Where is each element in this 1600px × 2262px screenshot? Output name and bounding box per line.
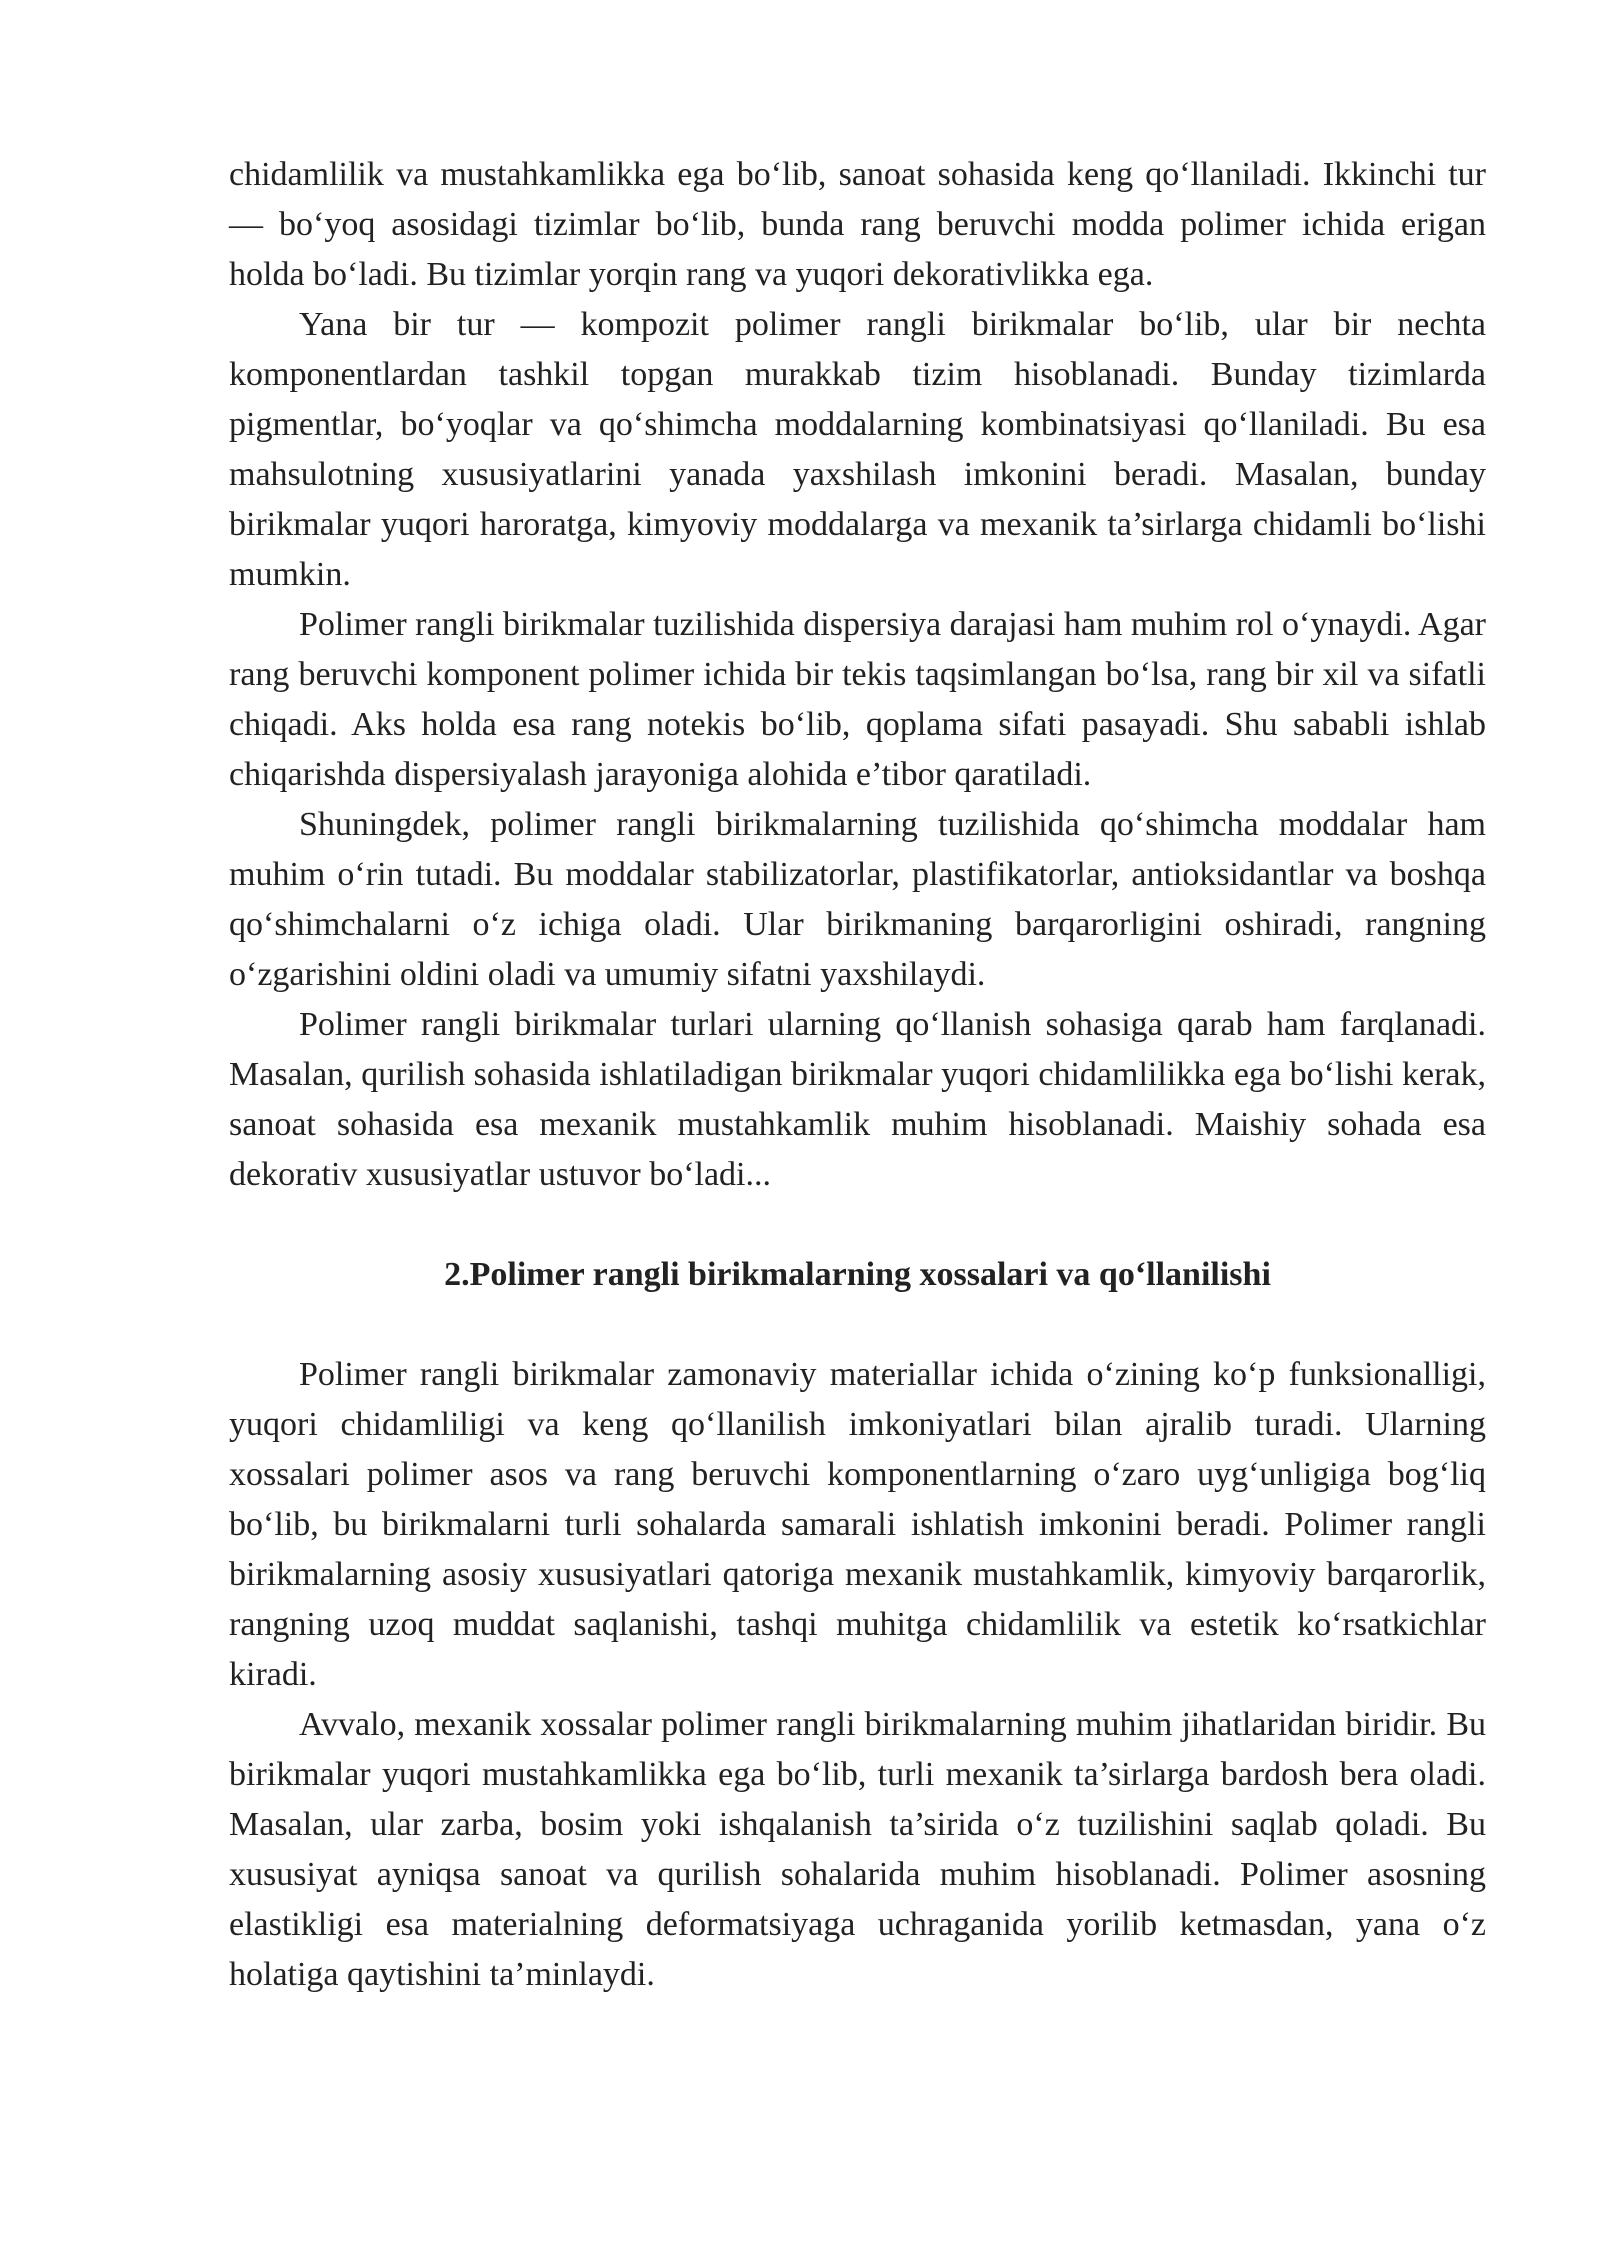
paragraph: Yana bir tur — kompozit polimer rangli birikmalar bo‘lib, ular bir nechta komponentlardan tashkil topgan murakkab tizim hisoblanadi. Bunday tizimlarda pigmentlar, bo‘yoqlar va qo‘shimcha moddalarning kombinatsiyasi qo‘llaniladi. Bu esa mahsulotning xususiyatlarini yanada yaxshilash imkonini beradi. Masalan, bunday birikmalar yuqori haroratga, kimyoviy moddalarga va mexanik ta’sirlarga chidamli bo‘lishi mumkin. [229,306,1486,593]
paragraph: Avvalo, mexanik xossalar polimer rangli birikmalarning muhim jihatlaridan biridir. Bu birikmalar yuqori mustahkamlikka ega bo‘lib, turli mexanik ta’sirlarga bardosh bera oladi. Masalan, ular zarba, bosim yoki ishqalanish ta’sirida o‘z tuzilishini saqlab qoladi. Bu xususiyat ayniqsa sanoat va qurilish sohalarida muhim hisoblanadi. Polimer asosning elastikligi esa materialning deformatsiyaga uchraganida yorilib ketmasdan, yana o‘z holatiga qaytishini ta’minlaydi. [229,1706,1486,1993]
paragraph: Polimer rangli birikmalar turlari ularning qo‘llanish sohasiga qarab ham farqlanadi. Masalan, qurilish sohasida ishlatiladigan birikmalar yuqori chidamlilikka ega bo‘lishi kerak, sanoat sohasida esa mexanik mustahkamlik muhim hisoblanadi. Maishiy sohada esa dekorativ xususiyatlar ustuvor bo‘ladi... [229,1006,1486,1193]
document-body [229,150,1486,2000]
section-heading: 2.Polimer rangli birikmalarning xossalari va qo‘llanilishi [444,1256,1271,1293]
paragraph: Polimer rangli birikmalar tuzilishida dispersiya darajasi ham muhim rol o‘ynaydi. Agar rang beruvchi komponent polimer ichida bir tekis taqsimlangan bo‘lsa, rang bir xil va sifatli chiqadi. Aks holda esa rang notekis bo‘lib, qoplama sifati pasayadi. Shu sababli ishlab chiqarishda dispersiyalash jarayoniga alohida e’tibor qaratiladi. [229,606,1486,793]
paragraph: Polimer rangli birikmalar zamonaviy materiallar ichida o‘zining ko‘p funksionalligi, yuqori chidamliligi va keng qo‘llanilish imkoniyatlari bilan ajralib turadi. Ularning xossalari polimer asos va rang beruvchi komponentlarning o‘zaro uyg‘unligiga bog‘liq bo‘lib, bu birikmalarni turli sohalarda samarali ishlatish imkonini beradi. Polimer rangli birikmalarning asosiy xususiyatlari qatoriga mexanik mustahkamlik, kimyoviy barqarorlik, rangning uzoq muddat saqlanishi, tashqi muhitga chidamlilik va estetik ko‘rsatkichlar kiradi. [229,1356,1486,1693]
paragraph-continuation: chidamlilik va mustahkamlikka ega bo‘lib, sanoat sohasida keng qo‘llaniladi. Ikkinchi tur — bo‘yoq asosidagi tizimlar bo‘lib, bunda rang beruvchi modda polimer ichida erigan holda bo‘ladi. Bu tizimlar yorqin rang va yuqori dekorativlikka ega. [229,156,1486,293]
paragraph: Shuningdek, polimer rangli birikmalarning tuzilishida qo‘shimcha moddalar ham muhim o‘rin tutadi. Bu moddalar stabilizatorlar, plastifikatorlar, antioksidantlar va boshqa qo‘shimchalarni o‘z ichiga oladi. Ular birikmaning barqarorligini oshiradi, rangning o‘zgarishini oldini oladi va umumiy sifatni yaxshilaydi. [229,806,1486,993]
